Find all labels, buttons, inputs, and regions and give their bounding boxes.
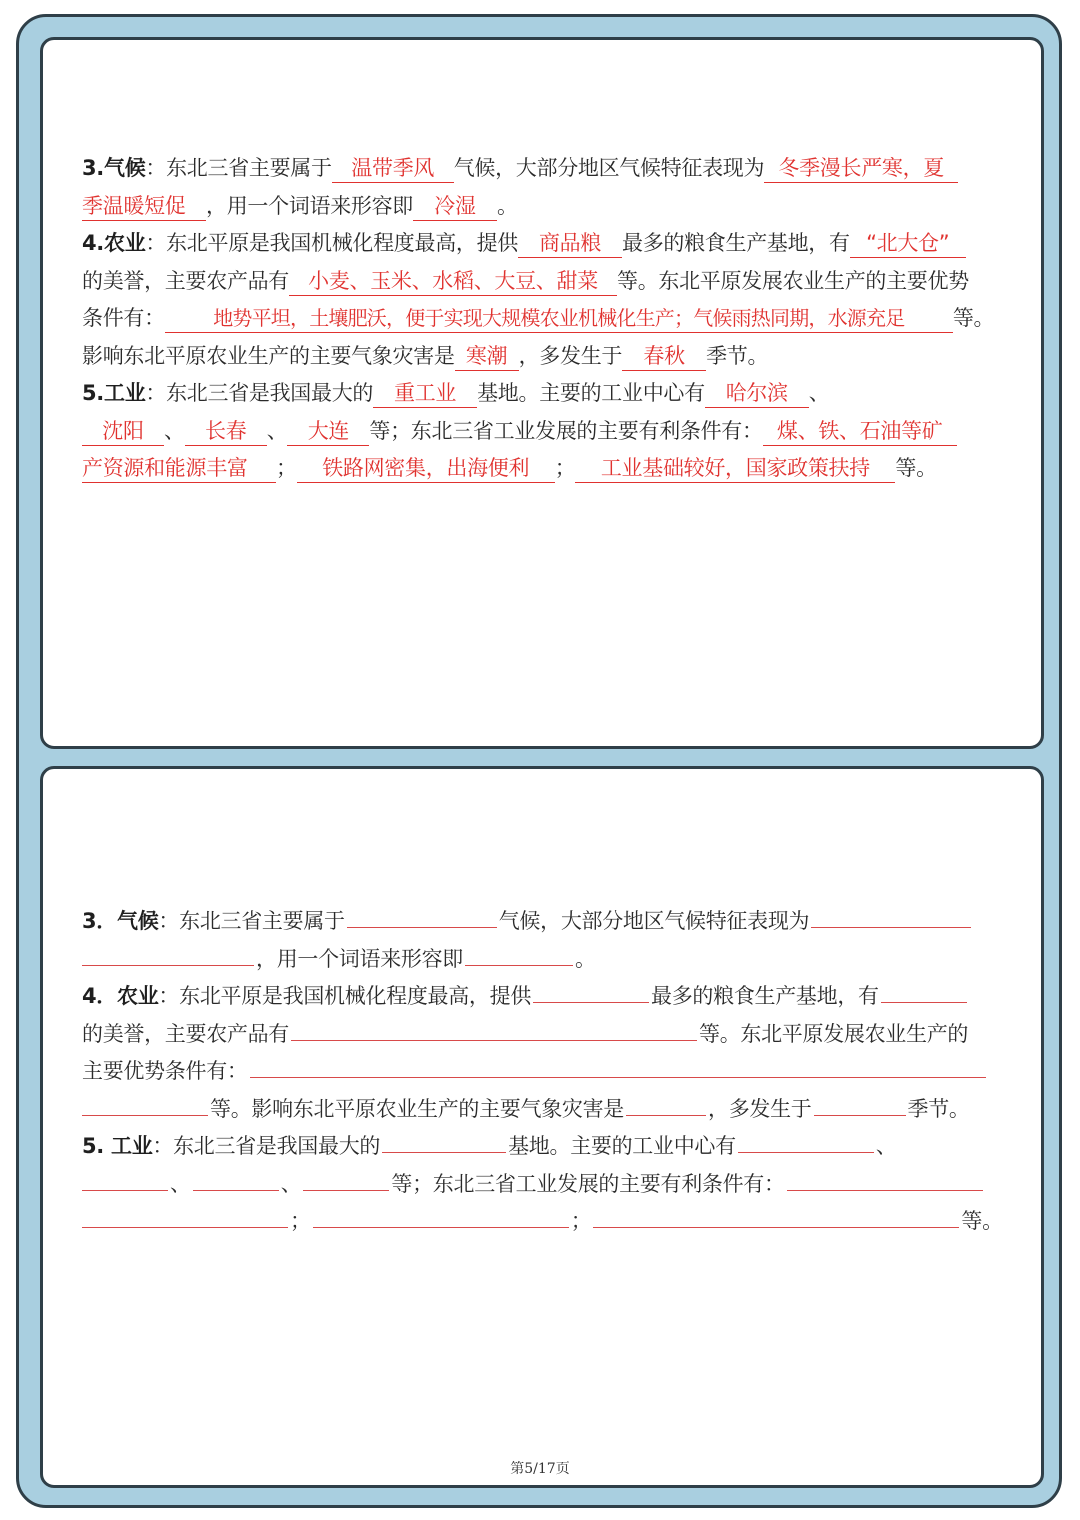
blank-commodity[interactable] bbox=[533, 980, 649, 1003]
blank-city-3[interactable] bbox=[193, 1168, 279, 1191]
blank-conditions-c[interactable] bbox=[313, 1205, 569, 1228]
bq5-line-1: 5. 工业：东北三省是我国最大的 基地。主要的工业中心有 、 bbox=[82, 1128, 1007, 1166]
q5-title: 5.工业 bbox=[82, 381, 146, 405]
bq3-line-1: 3．气候：东北三省主要属于 气候，大部分地区气候特征表现为 bbox=[82, 903, 1007, 941]
blank-disaster[interactable] bbox=[626, 1093, 706, 1116]
q4-line-1: 4.农业：东北平原是我国机械化程度最高，提供 商品粮 最多的粮食生产基地，有 “北大仓” bbox=[82, 225, 1007, 263]
answer-industry-type: 重工业 bbox=[373, 380, 477, 408]
blank-advantages-a[interactable] bbox=[250, 1055, 986, 1078]
bq3-title: 3．气候 bbox=[82, 909, 159, 933]
blank-city-4[interactable] bbox=[303, 1168, 389, 1191]
answer-advantages: 地势平坦，土壤肥沃，便于实现大规模农业机械化生产；气候雨热同期，水源充足 bbox=[165, 305, 953, 333]
q3-title: 3.气候 bbox=[82, 156, 146, 180]
bq4-line-4: 等。影响东北平原农业生产的主要气象灾害是 ，多发生于 季节。 bbox=[82, 1091, 1007, 1129]
blank-industry-type[interactable] bbox=[382, 1130, 506, 1153]
q5-line-2: 沈阳 、 长春 、 大连 等；东北三省工业发展的主要有利条件有： 煤、铁、石油等矿 bbox=[82, 413, 1007, 451]
blank-season[interactable] bbox=[814, 1093, 906, 1116]
answer-city-3: 长春 bbox=[185, 418, 267, 446]
blank-crops[interactable] bbox=[291, 1018, 697, 1041]
answer-conditions-b: 产资源和能源丰富 bbox=[82, 455, 276, 483]
answer-nickname: “北大仓” bbox=[850, 230, 966, 258]
answer-disaster: 寒潮 bbox=[455, 343, 519, 371]
blank-nickname[interactable] bbox=[881, 980, 967, 1003]
bq3-line-2: ，用一个词语来形容即 。 bbox=[82, 941, 1007, 979]
answer-content bbox=[82, 150, 1007, 488]
q3-line-1: 3.气候：东北三省主要属于 温带季风 气候，大部分地区气候特征表现为 冬季漫长严寒，夏 bbox=[82, 150, 1007, 188]
q4-line-2: 的美誉，主要农产品有 小麦、玉米、水稻、大豆、甜菜 等。东北平原发展农业生产的主要优势 bbox=[82, 263, 1007, 301]
blank-advantages-b[interactable] bbox=[82, 1093, 208, 1116]
blank-climate-word[interactable] bbox=[465, 943, 573, 966]
page-number: 第5/17页 bbox=[510, 1461, 570, 1477]
bq4-title: 4．农业 bbox=[82, 984, 159, 1008]
answer-season: 春秋 bbox=[622, 343, 706, 371]
question-content bbox=[82, 903, 1007, 1241]
bq4-line-2: 的美誉，主要农产品有 等。东北平原发展农业生产的 bbox=[82, 1016, 1007, 1054]
q5-line-1: 5.工业：东北三省是我国最大的 重工业 基地。主要的工业中心有 哈尔滨 、 bbox=[82, 375, 1007, 413]
bq4-line-3: 主要优势条件有： bbox=[82, 1053, 1007, 1091]
bq5-line-2: 、 、 等；东北三省工业发展的主要有利条件有： bbox=[82, 1166, 1007, 1204]
q4-title: 4.农业 bbox=[82, 231, 146, 255]
answer-climate-type: 温带季风 bbox=[332, 155, 454, 183]
bq4-line-1: 4．农业：东北平原是我国机械化程度最高，提供 最多的粮食生产基地，有 bbox=[82, 978, 1007, 1016]
blank-climate-type[interactable] bbox=[347, 905, 497, 928]
answer-commodity: 商品粮 bbox=[518, 230, 622, 258]
q4-line-4: 影响东北平原农业生产的主要气象灾害是 寒潮 ，多发生于 春秋 季节。 bbox=[82, 338, 1007, 376]
answer-conditions-c: 铁路网密集，出海便利 bbox=[297, 455, 555, 483]
blank-climate-feature-a[interactable] bbox=[811, 905, 971, 928]
bq5-title: 5. 工业 bbox=[82, 1134, 153, 1158]
blank-conditions-d[interactable] bbox=[593, 1205, 959, 1228]
answer-climate-word: 冷湿 bbox=[413, 193, 497, 221]
blank-climate-feature-b[interactable] bbox=[82, 943, 254, 966]
answer-crops: 小麦、玉米、水稻、大豆、甜菜 bbox=[289, 268, 617, 296]
q3-line-2: 季温暖短促 ，用一个词语来形容即 冷湿 。 bbox=[82, 188, 1007, 226]
answer-city-4: 大连 bbox=[287, 418, 369, 446]
blank-city-1[interactable] bbox=[738, 1130, 874, 1153]
answer-conditions-d: 工业基础较好，国家政策扶持 bbox=[575, 455, 895, 483]
blank-conditions-b[interactable] bbox=[82, 1205, 288, 1228]
blank-city-2[interactable] bbox=[82, 1168, 168, 1191]
answer-climate-feature-a: 冬季漫长严寒，夏 bbox=[764, 155, 958, 183]
answer-conditions-a: 煤、铁、石油等矿 bbox=[763, 418, 957, 446]
answer-city-1: 哈尔滨 bbox=[705, 380, 809, 408]
answer-climate-feature-b: 季温暖短促 bbox=[82, 193, 206, 221]
answer-city-2: 沈阳 bbox=[82, 418, 164, 446]
q5-line-3: 产资源和能源丰富 ； 铁路网密集，出海便利 ； 工业基础较好，国家政策扶持 等。 bbox=[82, 450, 1007, 488]
q4-line-3: 条件有： 地势平坦，土壤肥沃，便于实现大规模农业机械化生产；气候雨热同期，水源充足 等。 bbox=[82, 300, 1007, 338]
bq5-line-3: ； ； 等。 bbox=[82, 1203, 1007, 1241]
blank-conditions-a[interactable] bbox=[787, 1168, 983, 1191]
